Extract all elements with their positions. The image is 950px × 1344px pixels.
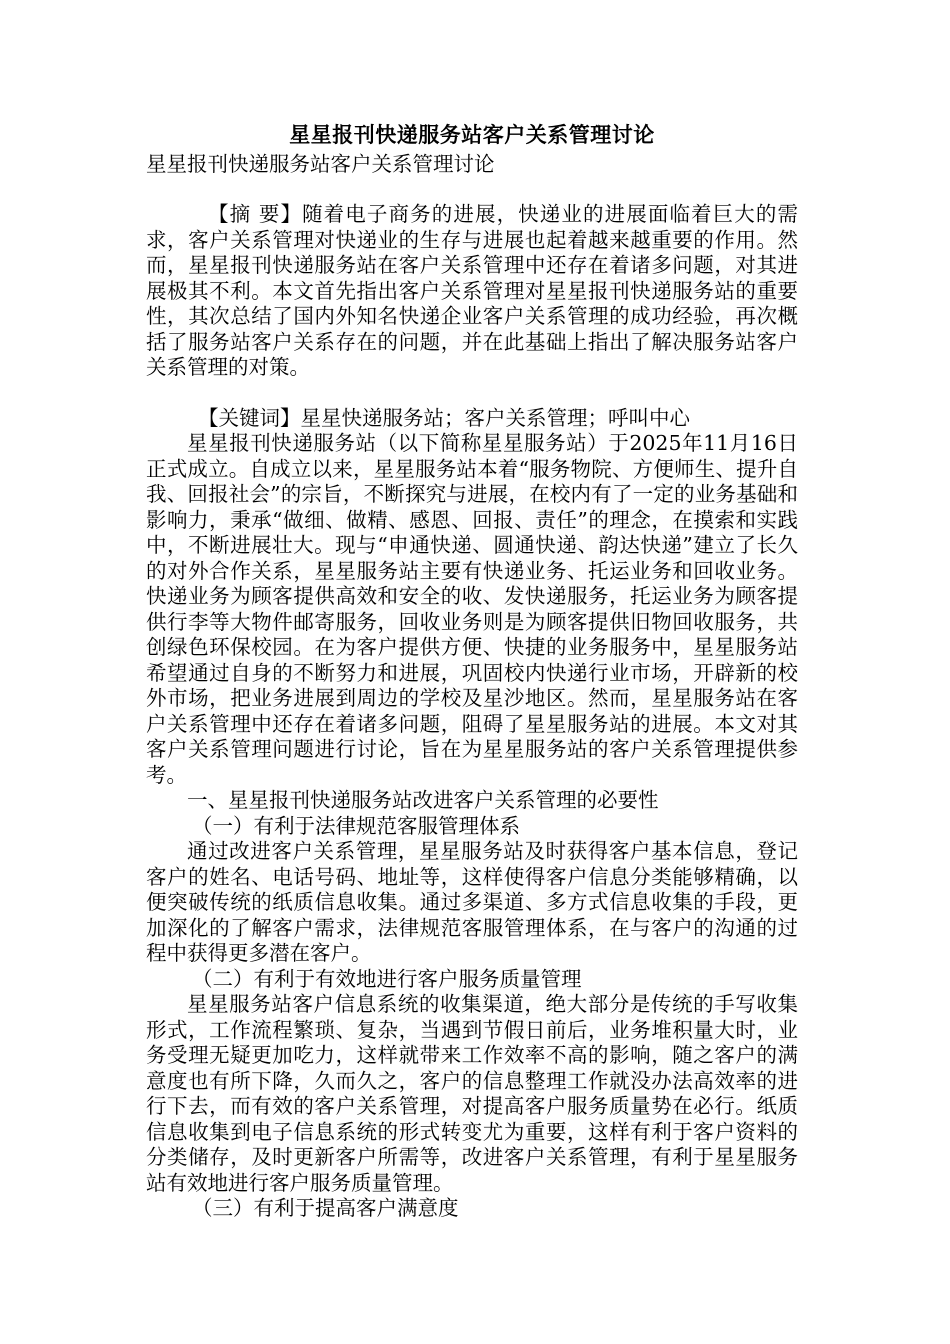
subsection-heading-2: （二）有利于有效地进行客户服务质量管理 [192, 966, 582, 991]
subsection-heading-3: （三）有利于提高客户满意度 [192, 1196, 459, 1220]
document-page [146, 122, 798, 1222]
abstract-paragraph: 【摘 要】随着电子商务的进展，快递业的进展面临着巨大的需求，客户关系管理对快递业的生存与进展也起着越来越重要的作用。然而，星星报刊快递服务站在客户关系管理中还存在着诸多问题，对其进展极其不利。本文首先指出客户关系管理对星星报刊快递服务站的重要性，其次总结了国内外知名快递企业客户关系管理的成功经验，再次概括了服务站客户关系存在的问题，并在此基础上指出了解决服务站客户关系管理的对策。 [146, 202, 798, 379]
subsection-body-1: 通过改进客户关系管理，星星服务站及时获得客户基本信息，登记客户的姓名、电话号码、地址等，这样使得客户信息分类能够精确，以便突破传统的纸质信息收集。通过多渠道、多方式信息收集的手段，更加深化的了解客户需求，法律规范客服管理体系，在与客户的沟通的过程中获得更多潜在客户。 [146, 839, 798, 965]
section-heading: 一、星星报刊快递服务站改进客户关系管理的必要性 [187, 788, 659, 812]
document-title: 星星报刊快递服务站客户关系管理讨论 [289, 122, 655, 147]
subsection-body-2: 星星服务站客户信息系统的收集渠道，绝大部分是传统的手写收集形式，工作流程繁琐、复杂，当遇到节假日前后，业务堆积量大时，业务受理无疑更加吃力，这样就带来工作效率不高的影响，随之客户的满意度也有所下降，久而久之，客户的信息整理工作就没办法高效率的进行下去，而有效的客户关系管理，对提高客户服务质量势在必行。纸质信息收集到电子信息系统的形式转变尤为重要，这样有利于客户资料的分类储存，及时更新客户所需等，改进客户关系管理，有利于星星服务站有效地进行客户服务质量管理。 [146, 992, 798, 1195]
document-subtitle: 星星报刊快递服务站客户关系管理讨论 [146, 151, 495, 176]
spacer [146, 177, 798, 202]
keywords-line: 【关键词】星星快递服务站；客户关系管理；呼叫中心 [198, 405, 690, 430]
spacer [146, 381, 798, 406]
subsection-heading-1: （一）有利于法律规范客服管理体系 [192, 813, 520, 838]
intro-paragraph: 星星报刊快递服务站（以下简称星星服务站）于2025年11月16日正式成立。自成立以来，星星服务站本着“服务物院、方便师生、提升自我、回报社会”的宗旨，不断探究与进展，在校内有了一定的业务基础和影响力，秉承“做细、做精、感恩、回报、责任”的理念，在摸索和实践中，不断进展壮大。现与“申通快递、圆通快递、韵达快递”建立了长久的对外合作关系，星星服务站主要有快递业务、托运业务和回收业务。快递业务为顾客提供高效和安全的收、发快递服务，托运业务为顾客提供行李等大物件邮寄服务，回收业务则是为顾客提供旧物回收服务，共创绿色环保校园。在为客户提供方便、快捷的业务服务中，星星服务站希望通过自身的不断努力和进展，巩固校内快递行业市场，开辟新的校外市场，把业务进展到周边的学校及星沙地区。然而，星星服务站在客户关系管理中还存在着诸多问题，阻碍了星星服务站的进展。本文对其客户关系管理问题进行讨论，旨在为星星服务站的客户关系管理提供参考。 [146, 431, 798, 787]
